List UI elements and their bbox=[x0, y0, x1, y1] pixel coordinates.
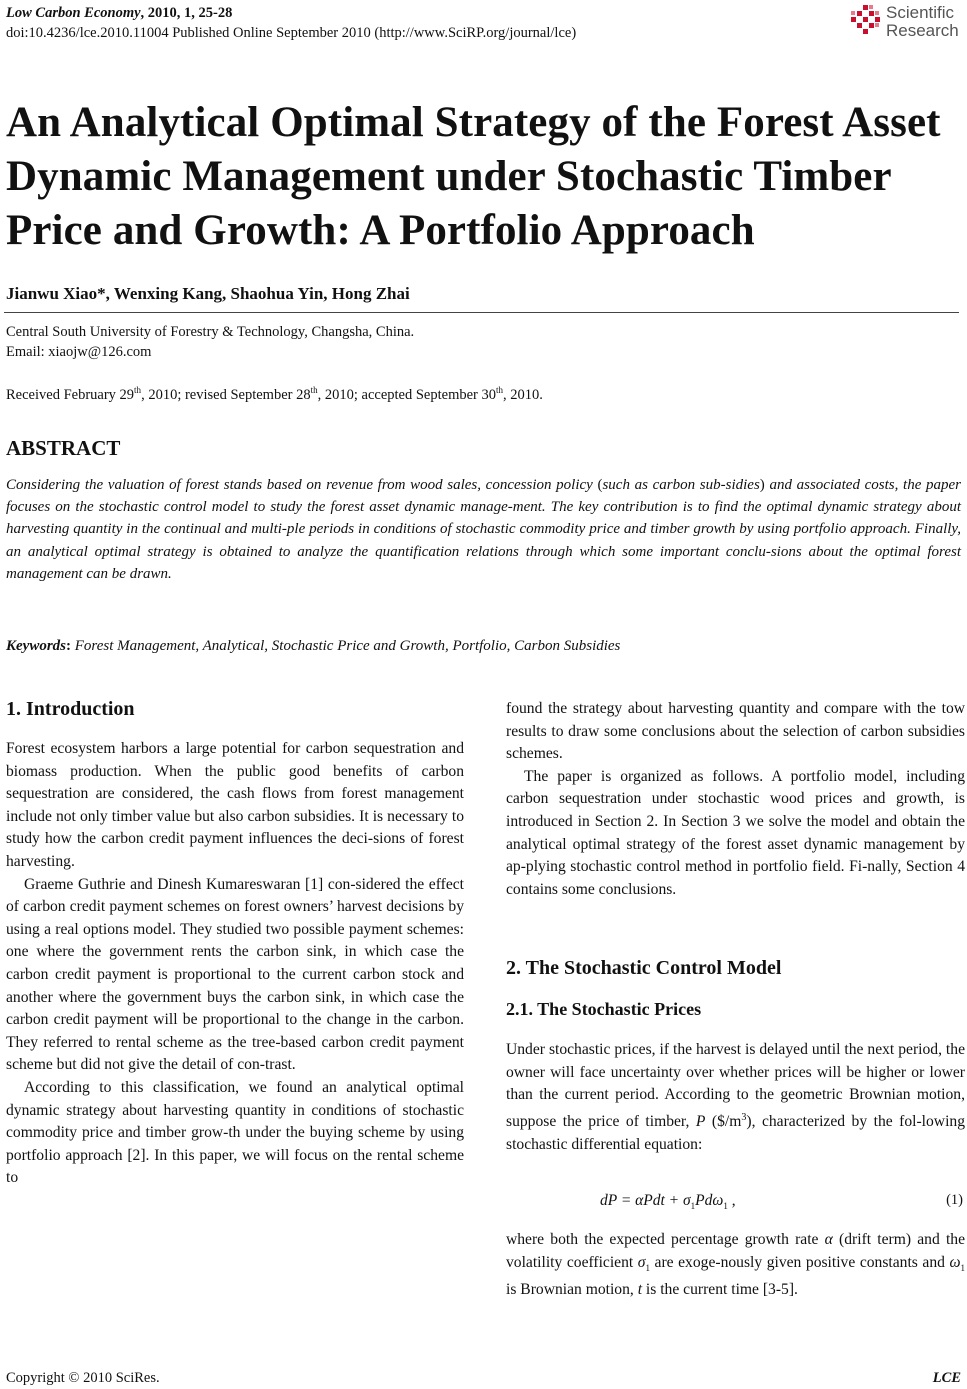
equation-part: dP = αPdt + σ bbox=[600, 1192, 691, 1209]
subscript: 1 bbox=[960, 1262, 965, 1273]
ordinal-suffix: th bbox=[134, 385, 142, 395]
math-symbol: t bbox=[637, 1281, 643, 1299]
accepted-text: , 2010; accepted September 30 bbox=[317, 386, 496, 403]
right-column-intro bbox=[506, 698, 965, 901]
title-divider bbox=[4, 312, 959, 313]
received-text: Received February 29 bbox=[6, 386, 135, 403]
paragraph: The paper is organized as follows. A portfolio model, including carbon sequestration under stochastic wood prices and growth, is introduced in Section 2. In Section 3 we solve the model and obtain the analytical optimal strategy of the forest asset dynamic management by ap-plying stochastic control method in portfolio field. Fi-nally, Section 4 contains some conclusions. bbox=[506, 767, 965, 898]
abstract-text: Considering the valuation of forest stands based on revenue from wood sales, concession policy bbox=[6, 477, 598, 493]
body-text: are exoge-nously given positive constants and bbox=[650, 1253, 950, 1271]
equation-part: Pdω bbox=[695, 1192, 724, 1209]
publisher-logo bbox=[848, 2, 963, 42]
left-column-body bbox=[6, 738, 464, 1190]
body-text: (drift term) and the volatility coefficient bbox=[506, 1231, 965, 1271]
subscript: 1 bbox=[645, 1262, 650, 1273]
subsection-heading-prices: 2.1. The Stochastic Prices bbox=[506, 999, 702, 1019]
paragraph-stochastic-prices bbox=[506, 1039, 965, 1156]
section-heading-model: 2. The Stochastic Control Model bbox=[506, 957, 782, 979]
keywords-text: Forest Management, Analytical, Stochastic Price and Growth, Portfolio, Carbon Subsidies bbox=[74, 638, 621, 654]
abstract-body bbox=[6, 474, 961, 585]
abstract-paren: ( bbox=[597, 477, 603, 493]
paragraph: Graeme Guthrie and Dinesh Kumareswaran [1] con-sidered the effect of carbon credit payment schemes on forest owners’ harvest decisions by using a real options model. They studied two possible payment schemes: one where the government rents the carbon sink, in which case the carbon credit payment is proportional to the current carbon stock and another where the government buys the carbon sink, in which case the carbon credit payment will be proportional to the change in the carbon. They referred to rental scheme as the tree-based carbon credit payment scheme but did not give the detail of con-trast. bbox=[6, 875, 464, 1074]
section-heading-introduction: 1. Introduction bbox=[6, 698, 135, 720]
equation-1 bbox=[600, 1192, 736, 1211]
abstract-heading: ABSTRACT bbox=[6, 436, 121, 460]
ordinal-suffix: th bbox=[310, 385, 318, 395]
publisher-name-line2: Research bbox=[886, 21, 959, 40]
title-line: An Analytical Optimal Strategy of the Forest Asset bbox=[6, 99, 941, 146]
body-text: ($/m bbox=[705, 1112, 742, 1130]
body-text: is the current time [3-5]. bbox=[642, 1281, 798, 1299]
paragraph: According to this classification, we found an analytical optimal dynamic strategy about harvesting quantity in conditions of stochastic commodity price and timber grow-th under the buying scheme by using portfolio approach [2]. In this paper, we will focus on the rental scheme to bbox=[6, 1078, 464, 1187]
subscript: 1 bbox=[690, 1201, 696, 1212]
footer-copyright: Copyright © 2010 SciRes. bbox=[6, 1370, 160, 1386]
abstract-paren: ) bbox=[759, 477, 765, 493]
subscript: 1 bbox=[723, 1201, 728, 1212]
keywords-label: Keywords bbox=[6, 638, 66, 654]
scirp-logo-icon bbox=[848, 4, 884, 38]
paper-title bbox=[6, 96, 961, 258]
author-email: Email: xiaojw@126.com bbox=[6, 344, 152, 360]
math-symbol: ω bbox=[949, 1253, 961, 1271]
year-text: , 2010. bbox=[503, 386, 543, 403]
author-list: Jianwu Xiao*, Wenxing Kang, Shaohua Yin, Hong Zhai bbox=[6, 284, 410, 303]
revised-text: , 2010; revised September 28 bbox=[141, 386, 311, 403]
affiliation: Central South University of Forestry & Technology, Changsha, China. bbox=[6, 324, 415, 340]
equation-part: , bbox=[727, 1192, 736, 1209]
paragraph-where bbox=[506, 1229, 965, 1302]
math-symbol: σ bbox=[637, 1253, 646, 1271]
keywords-sep: : bbox=[66, 638, 75, 654]
body-text: ), characterized by the fol-lowing stochastic differential equation: bbox=[506, 1112, 965, 1153]
footer-journal-abbr: LCE bbox=[932, 1370, 961, 1386]
ordinal-suffix: th bbox=[496, 385, 504, 395]
math-symbol: α bbox=[824, 1231, 833, 1248]
received-dates bbox=[6, 385, 543, 404]
math-symbol: P bbox=[695, 1112, 706, 1130]
keywords-line bbox=[6, 638, 620, 655]
body-text: Under stochastic prices, if the harvest is delayed until the next period, the owner will face uncertainty over whether prices will be higher or lower than the current period. According to the geometric Brownian motion, suppose the price of timber, bbox=[506, 1041, 965, 1130]
body-text: is Brownian motion, bbox=[506, 1281, 638, 1299]
publisher-name-line1: Scientific bbox=[886, 3, 955, 22]
abstract-text: and associated costs, the paper focuses on the stochastic control model to study the forest asset dynamic manage-ment. The key contribution is to find the optimal dynamic strategy about harvesting quantity in the continual and multi-ple periods in conditions of stochastic commodity price and timber growth by using portfolio approach. Finally, an analytical optimal strategy is obtained to analyze the quantification relations through which some important conclu-sions about the optimal forest management can be drawn. bbox=[6, 477, 962, 582]
paragraph: found the strategy about harvesting quantity and compare with the tow results to draw some conclusions about the selection of carbon subsidies schemes. bbox=[506, 700, 965, 763]
abstract-text: such as carbon sub-sidies bbox=[602, 477, 760, 493]
journal-volume: , 2010, 1, 25-28 bbox=[140, 5, 233, 21]
paragraph: Forest ecosystem harbors a large potential for carbon sequestration and biomass production. When the public good benefits of carbon sequestration are considered, the cash flows from forest management include not only timber value but also carbon subsidies. It is necessary to study how the carbon credit payment influences the deci-sions of forest harvesting. bbox=[6, 740, 464, 870]
journal-citation bbox=[6, 4, 232, 23]
doi-line: doi:10.4236/lce.2010.11004 Published Online September 2010 (http://www.SciRP.org/journal/lce) bbox=[6, 25, 577, 41]
title-line: Price and Growth: A Portfolio Approach bbox=[6, 207, 755, 254]
journal-name: Low Carbon Economy bbox=[6, 5, 141, 21]
title-line: Dynamic Management under Stochastic Timber bbox=[6, 153, 892, 200]
body-text: where both the expected percentage growth rate bbox=[506, 1231, 825, 1248]
exponent: 3 bbox=[741, 1111, 747, 1123]
equation-number: (1) bbox=[946, 1192, 963, 1208]
